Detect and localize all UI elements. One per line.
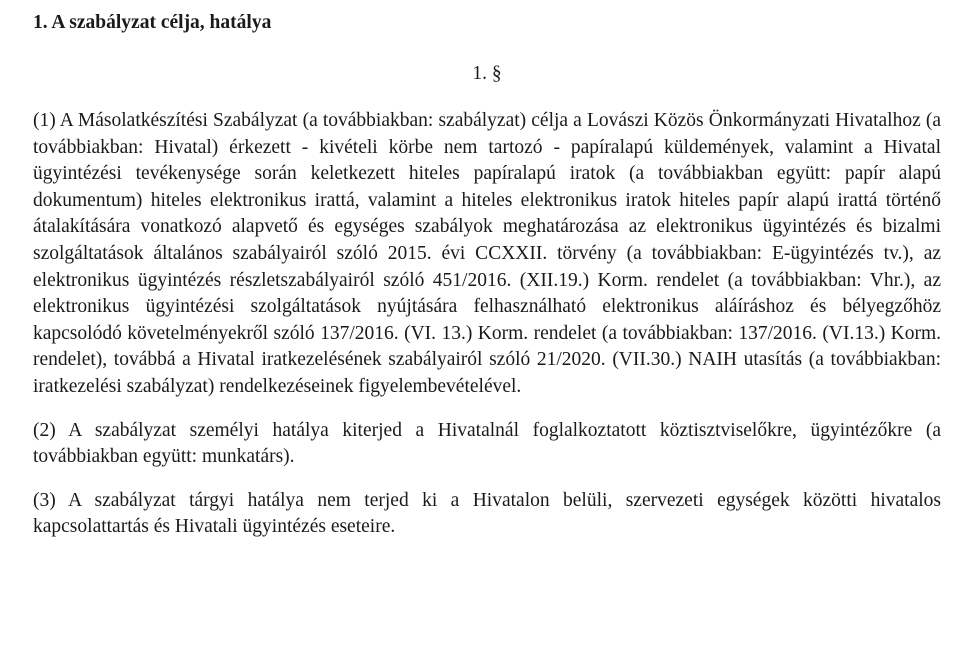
paragraph-3: (3) A szabályzat tárgyi hatálya nem terjed ki a Hivatalon belüli, szervezeti egységek közötti hivatalos kapcsolattartás és Hivatali ügyintézés eseteire. [33,489,941,538]
chapter-heading: 1. A szabályzat célja, hatálya [33,12,272,33]
document-page [33,10,941,541]
paragraph-1: (1) A Másolatkészítési Szabályzat (a továbbiakban: szabályzat) célja a Lovászi Közös Önkormányzati Hivatalhoz (a továbbiakban: Hivatal) érkezett - kivételi körbe nem tartozó - papíralapú küldemények, valamint a Hivatal ügyintézési tevékenysége során keletkezett hiteles papíralapú iratok (a továbbiakban együtt: papír alapú dokumentum) hiteles elektronikus irattá, valamint a hiteles elektronikus iratok hiteles papír alapú irattá történő átalakítására vonatkozó alapvető és egységes szabályok meghatározása az elektronikus ügyintézés és bizalmi szolgáltatások általános szabályairól szóló 2015. évi CCXXII. törvény (a továbbiakban: E-ügyintézés tv.), az elektronikus ügyintézés részletszabályairól szóló 451/2016. (XII.19.) Korm. rendelet (a továbbiakban: Vhr.), az elektronikus ügyintézési szolgáltatások nyújtására felhasználható elektronikus aláíráshoz és bélyegzőhöz kapcsolódó követelményekről szóló 137/2016. (VI. 13.) Korm. rendelet (a továbbiakban: 137/2016. (VI.13.) Korm. rendelet), továbbá a Hivatal iratkezelésének szabályairól szóló 21/2020. (VII.30.) NAIH utasítás (a továbbiakban: iratkezelési szabályzat) rendelkezéseinek figyelembevételével. [33,110,941,397]
section-mark: 1. § [472,63,502,84]
paragraph-2: (2) A szabályzat személyi hatálya kiterjed a Hivatalnál foglalkoztatott köztisztviselőkre, ügyintézőkre (a továbbiakban együtt: munkatárs). [33,419,941,468]
